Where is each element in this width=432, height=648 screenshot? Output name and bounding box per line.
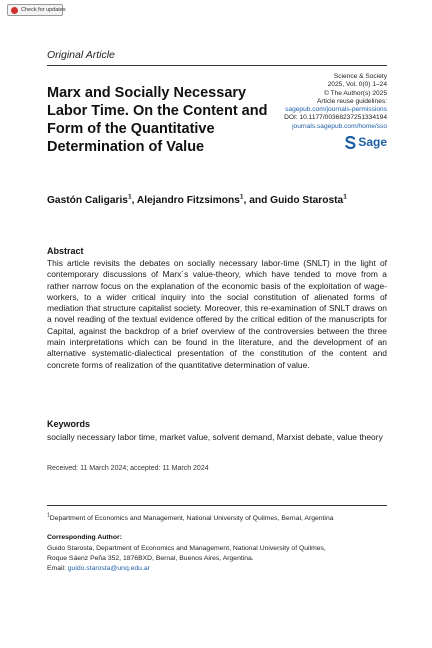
author-name[interactable]: Guido Starosta <box>270 195 344 206</box>
email-label: Email: <box>47 564 68 572</box>
author-name[interactable]: Gastón Caligaris <box>47 195 128 206</box>
corresponding-author-heading: Corresponding Author: <box>47 534 122 541</box>
journal-name: Science & Society <box>333 73 387 80</box>
abstract-heading: Abstract <box>47 246 84 256</box>
sage-logo <box>345 135 387 149</box>
journal-copyright: © The Author(s) 2025 <box>323 89 387 97</box>
author-name[interactable]: Alejandro Fitzsimons <box>136 195 240 206</box>
affiliation-footnote <box>47 512 334 522</box>
check-for-updates-badge[interactable] <box>7 4 66 16</box>
corresponding-email-link[interactable]: guido.starosta@unq.edu.ar <box>67 564 150 572</box>
corresponding-email-line <box>47 564 387 574</box>
received-accepted-dates: Received: 11 March 2024; accepted: 11 March 2024 <box>47 465 209 472</box>
keywords-text: socially necessary labor time, market value, solvent demand, Marxist debate, value theory <box>47 432 383 442</box>
reuse-label: Article reuse guidelines: <box>316 97 387 105</box>
check-for-updates-label: Check for updates <box>21 7 66 13</box>
author-affiliation-marker: 1 <box>239 193 244 201</box>
author-affiliation-marker: 1 <box>343 193 347 201</box>
sage-s-icon <box>345 136 356 149</box>
footnote-divider <box>47 505 387 506</box>
header-divider <box>47 65 387 66</box>
corresponding-line-2: Roque Sáenz Peña 352, 1876BXD, Bernal, Buenos Aires, Argentina. <box>47 554 254 562</box>
article-title: Marx and Socially Necessary Labor Time. On the Content and Form of the Quantitative Determination of Value <box>47 85 268 155</box>
journal-doi[interactable]: DOI: 10.1177/00368237251334194 <box>284 114 387 122</box>
reuse-link[interactable]: sagepub.com/journals-permissions <box>285 106 387 114</box>
author-separator: , <box>131 195 137 206</box>
abstract-text: This article revisits the debates on socially necessary labor-time (SNLT) in the light of contemporary discussions of Marx´s value-theory, which have tended to move from a rather narrow focus on the explanation of the economic basis of the exploitation of wage-workers, to a wider critical inquiry into the social constitution of alienated forms of mediation that structure capitalist society. Moreover, this re-examination of SNLT draws on a novel reading of the textual evidence offered by the critical edition of the manuscripts for Capital, against the backdrop of a brief overview of the controversies between the three main interpretations which can be found in the literature, and the development of an alternative systematic-dialectical presentation of the constitution of the content and concrete forms of realization of the quantitative determination of value. <box>47 258 387 370</box>
corresponding-author-details <box>47 544 387 573</box>
author-list <box>47 195 387 206</box>
affiliation-text: Department of Economics and Management, National University of Quilmes, Bernal, Argentina <box>49 515 334 522</box>
author-separator: , and <box>243 195 271 206</box>
affiliation-marker: 1 <box>47 512 50 519</box>
article-category: Original Article <box>47 49 115 61</box>
keywords-heading: Keywords <box>47 419 91 429</box>
author-affiliation-marker: 1 <box>127 193 132 201</box>
journal-homepage-link[interactable]: journals.sagepub.com/home/sso <box>292 122 387 130</box>
corresponding-line-1: Guido Starosta, Department of Economics and Management, National University of Quilmes, <box>47 545 326 552</box>
journal-volume: 2025, Vol. 0(0) 1–24 <box>327 81 387 89</box>
sage-wordmark: Sage <box>358 135 387 149</box>
crossmark-icon <box>11 7 18 14</box>
journal-meta <box>284 73 387 131</box>
